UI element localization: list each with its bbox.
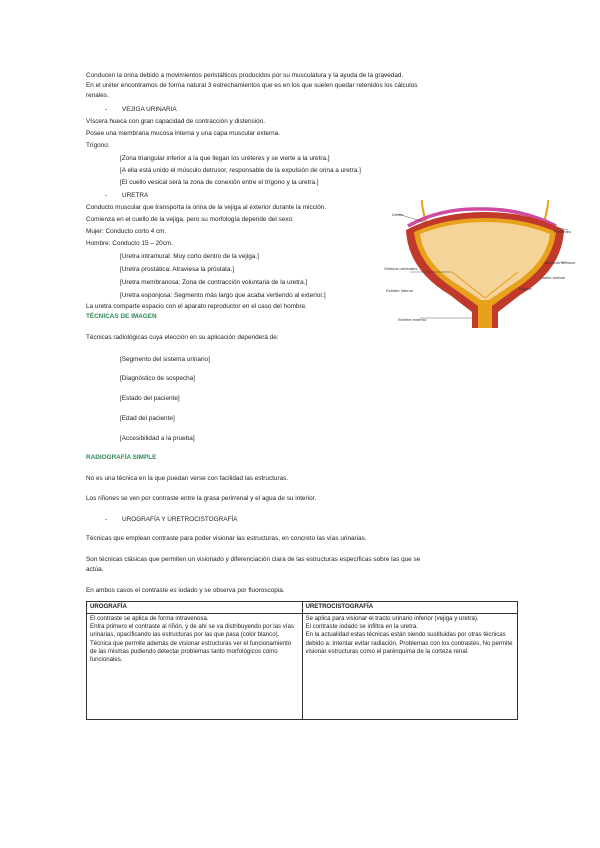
factor-2: [Diagnóstico de sospecha] bbox=[120, 375, 195, 382]
vejiga-heading: VEJIGA URINARIA bbox=[122, 106, 177, 113]
uretra-desc-2: Comienza en el cuello de la vejiga, pero su morfología depende del sexo: bbox=[86, 216, 294, 223]
urografia-p3: En ambos casos el contraste es iodado y se observa por fluoroscopia. bbox=[86, 587, 285, 594]
table-row bbox=[87, 614, 518, 720]
uretra-heading: URETRA bbox=[122, 192, 149, 199]
label-ureter: Uréter bbox=[392, 212, 404, 217]
label-detrusor: Músculo detrusor bbox=[545, 260, 576, 265]
intro-line-2: En el uréter encontramos de forma natural 3 estrechamientos que es en los que suelen quedar retenidos los cálculos bbox=[86, 82, 418, 89]
table-header-row bbox=[87, 602, 518, 614]
label-orificios: Orificios ureterales bbox=[384, 266, 418, 271]
uretrocistografia-point-3: En la actualidad estas técnicas están siendo sustituidas por otras técnicas debido a: Intentar evitar radiación, Problemas con los contrastes, No permite visionar estructuras como el parénquima de la corteza renal. bbox=[305, 631, 513, 655]
label-esfinter-interno: Esfínter interno bbox=[386, 288, 414, 293]
trigono-item-1: [Zona triangular inferior a la que llegan los uréteres y se vierte a la uretra.] bbox=[120, 155, 330, 162]
col-header-uretrocistografia: URETROCISTOGRAFÍA bbox=[302, 602, 518, 614]
factor-4: [Edad del paciente] bbox=[120, 415, 175, 422]
intro-line-1: Conducen la orina debido a movimientos peristálticos producidos por su musculatura y la ayuda de la gravedad. bbox=[86, 72, 404, 79]
bladder-diagram bbox=[380, 200, 580, 328]
urografia-p2a: Son técnicas clásicas que permiten un visionado y diferenciación clara de las estructuras específicas sobre las que se bbox=[86, 556, 421, 563]
label-esfinter-externo: Esfínter externo bbox=[398, 317, 427, 322]
vejiga-desc-2: Posee una membrana mucosa interna y una capa muscular externa. bbox=[86, 130, 280, 137]
comparison-table bbox=[86, 601, 518, 720]
radiografia-p2: Los riñones se ven por contraste entre la grasa perirrenal y el agua de su interior. bbox=[86, 495, 317, 502]
label-trigono: Trígono bbox=[518, 286, 532, 291]
tecnicas-heading: TÉCNICAS DE IMAGEN bbox=[86, 313, 157, 320]
uretra-note: La uretra comparte espacio con el aparato reproductor en el caso del hombre. bbox=[86, 303, 307, 310]
uretrocistografia-point-2: El contraste iodado se infiltra en la uretra. bbox=[305, 623, 418, 631]
uretra-part-3: [Uretra membranosa: Zona de contracción voluntaria de la uretra.] bbox=[120, 279, 308, 286]
bullet-dash: - bbox=[105, 106, 108, 113]
intro-line-3: renales. bbox=[86, 92, 109, 99]
trigono-item-3: [El cuello vesical será la zona de conexión entre el trígono y la uretra.] bbox=[120, 179, 319, 186]
urografia-point-3: Técnica que permite además de visionar estructuras ver el funcionamiento de las mismas pudiendo detectar problemas tanto morfológicos como funcionales. bbox=[90, 639, 292, 664]
cell-urografia bbox=[87, 614, 303, 720]
factor-1: [Segmento del sistema urinario] bbox=[120, 356, 210, 363]
uretra-part-1: [Uretra intramural: Muy corto dentro de la vejiga.] bbox=[120, 253, 259, 260]
col-header-urografia: UROGRAFÍA bbox=[87, 602, 303, 614]
trigono-label: Trígono: bbox=[86, 142, 110, 149]
uretra-part-2: [Uretra prostática: Atraviesa la próstata.] bbox=[120, 266, 235, 273]
label-peritoneum: Peritoneo bbox=[554, 229, 572, 234]
uretra-desc-1: Conducto muscular que transporta la orina de la vejiga al exterior durante la micción. bbox=[86, 204, 327, 211]
radiografia-heading: RADIOGRAFÍA SIMPLE bbox=[86, 454, 157, 461]
urografia-heading: UROGRAFÍA Y URETROCISTOGRAFÍA bbox=[122, 516, 238, 523]
urografia-p1: Técnicas que emplean contraste para poder visionar las estructuras, en concreto las vías urinarias. bbox=[86, 535, 367, 542]
vejiga-desc-1: Víscera hueca con gran capacidad de contracción y distensión. bbox=[86, 118, 266, 125]
trigono-item-2: [A ella está unido el músculo detrusor, responsable de la expulsión de orina a uretra.] bbox=[120, 167, 361, 174]
factor-5: [Accesibilidad a la prueba] bbox=[120, 435, 195, 442]
tecnicas-intro: Técnicas radiológicas cuya elección en su aplicación dependerá de: bbox=[86, 334, 279, 341]
uretra-part-4: [Uretra esponjosa: Segmento más largo que acaba vertiendo al exterior.] bbox=[120, 292, 326, 299]
urografia-point-1: El contraste se aplica de forma intravenosa. bbox=[90, 615, 209, 622]
cell-uretrocistografia bbox=[302, 614, 518, 720]
label-cuello: Cuello vesical bbox=[540, 275, 565, 280]
factor-3: [Estado del paciente] bbox=[120, 395, 180, 402]
uretra-mujer: Mujer: Conducto corto 4 cm. bbox=[86, 228, 167, 235]
uretra-hombre: Hombre: Conducto 15 – 20cm. bbox=[86, 240, 174, 247]
uretrocistografia-point-1: Se aplica para visionar el tracto urinario inferior (vejiga y uretra). bbox=[305, 615, 479, 622]
radiografia-p1: No es una técnica en la que puedan verse con facilidad las estructuras. bbox=[86, 475, 289, 482]
urografia-p2b: actúa. bbox=[86, 566, 104, 573]
urografia-point-2: Entra primero el contraste al riñón, y de ahí se va distribuyendo por las vías urinarias, opacificando las estructuras por las que pasa (color blanco). bbox=[90, 623, 294, 639]
bullet-dash: - bbox=[105, 192, 108, 199]
bullet-dash: - bbox=[105, 516, 108, 523]
